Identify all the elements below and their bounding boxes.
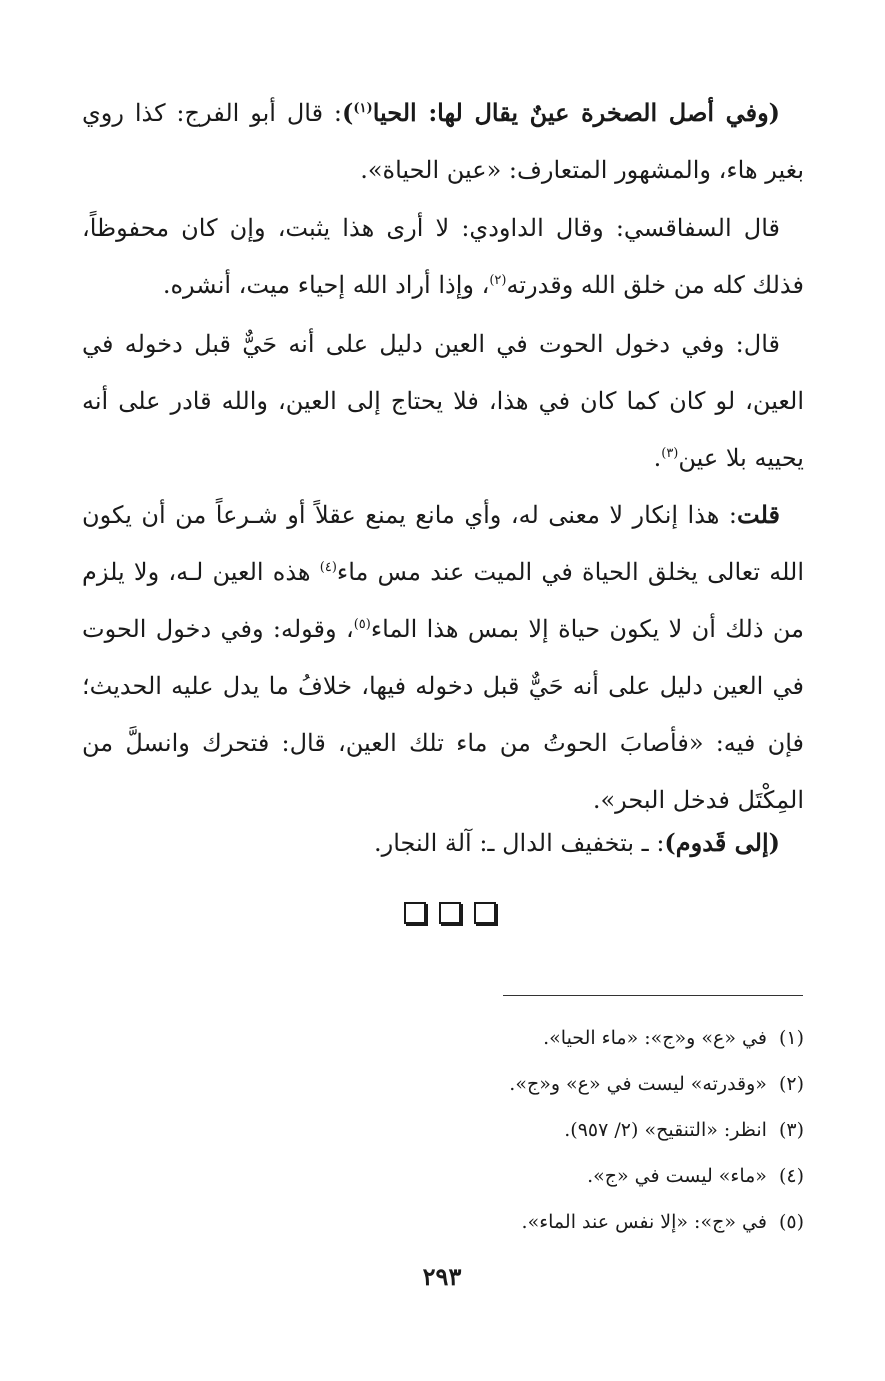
footnote-ref-4: (٤) [319,560,337,575]
footnote-text: «ماء» ليست في «ج». [587,1165,767,1187]
paragraph-3-text-a: قال: وفي دخول الحوت في العين دليل على أنه حَيٌّ قبل دخوله في العين، لو كان كما كان في هذا، فلا يحتاج إلى العين، والله قادر على أنه يحييه بلا عين [82,330,804,472]
footnote-number: (٢) [778,1073,804,1095]
page-number: ٢٩٣ [422,1262,462,1291]
paragraph-4-text-c: ، وقوله: وفي دخول الحوت في العين دليل على أنه حَيٌّ قبل دخوله فيها، خلافُ ما يدل عليه الحديث؛ فإن فيه: «فأصابَ الحوتُ من ماء تلك العين، قال: فتحرك وانسلَّ من المِكْتَل فدخل البحر». [82,615,805,814]
paragraph-4-text-a: : هذا إنكار لا معنى له، وأي مانع يمنع عقلاً أو شـرعاً من أن يكون الله تعالى يخلق الحياة في الميت عند مس ماء [82,501,804,586]
footnote-ref-3: (٣) [661,446,679,461]
footnote-item [300,1153,804,1199]
paragraph-4-text-b: هذه العين لـه، ولا يلزم من ذلك أن لا يكون حياة إلا بمس هذا الماء [82,558,804,643]
footnote-item [300,1015,804,1061]
footnote-text: انظر: «التنقيح» (٢/ ٩٥٧). [564,1119,767,1141]
footnote-number: (٤) [778,1165,804,1187]
footnotes [300,1015,804,1245]
paragraph-2-text-b: ، وإذا أراد الله إحياء ميت، أنشره. [162,271,490,299]
footnote-ref-1: (١) [353,101,373,116]
paragraph-1-text: : قال أبو الفرج: كذا روي بغير هاء، والمشهور المتعارف: «عين الحياة». [82,99,804,184]
section-end-ornament [404,902,496,926]
footnote-text: «وقدرته» ليست في «ع» و«ج». [509,1073,767,1095]
paragraph-4-lead: قلت [737,500,780,529]
footnote-number: (١) [778,1027,804,1049]
ornament-square-icon [474,902,496,924]
footnote-text: في «ج»: «إلا نفس عند الماء». [521,1211,767,1233]
footnote-number: (٥) [778,1211,804,1233]
paragraph-2-text-a: قال السفاقسي: وقال الداودي: لا أرى هذا يثبت، وإن كان محفوظاً، فذلك كله من خلق الله وقدرته [82,214,804,299]
footnote-number: (٣) [778,1119,804,1141]
footnote-item [300,1061,804,1107]
paragraph-5 [82,814,804,872]
ornament-square-icon [404,902,426,924]
footnote-item [300,1107,804,1153]
paragraph-5-lead: (إلى قَدوم) [664,828,780,857]
footnote-divider [503,995,803,996]
footnote-ref-5: (٥) [353,617,371,632]
footnote-text: في «ع» و«ج»: «ماء الحيا». [543,1027,767,1049]
footnote-item [300,1199,804,1245]
paragraph-4 [82,486,804,829]
paragraph-2 [82,200,804,314]
paragraph-3-text-b: . [653,444,662,472]
ornament-square-icon [439,902,461,924]
paragraph-1 [82,84,804,199]
paragraph-3 [82,316,804,487]
paragraph-1-lead: (وفي أصل الصخرة عينٌ يقال لها: الحيا$^{(١)}$) [342,98,781,127]
footnote-ref-2: (٢) [489,273,507,288]
paragraph-5-text: : ـ بتخفيف الدال ـ: آلة النجار. [373,829,665,857]
